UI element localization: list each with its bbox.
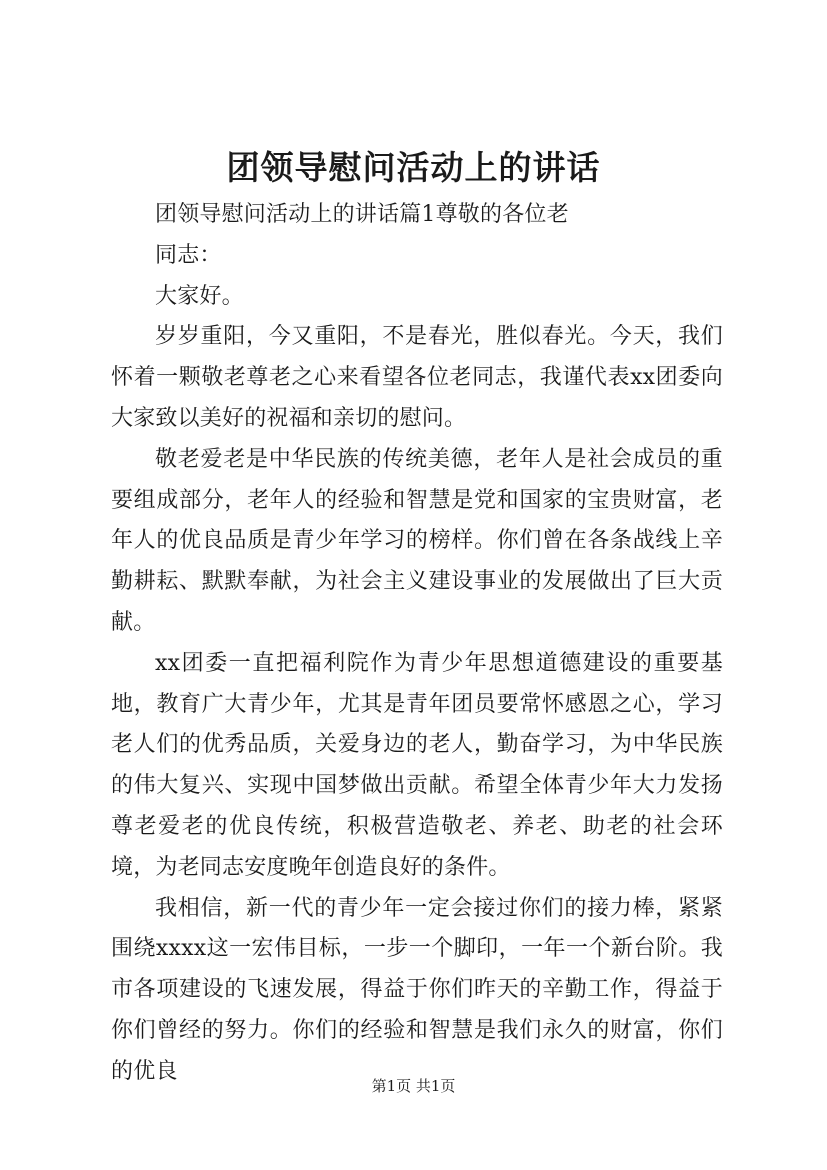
document-title: 团领导慰问活动上的讲话 xyxy=(226,148,601,187)
document-body xyxy=(111,195,723,1093)
page-number-footer: 第1页 共1页 xyxy=(371,1077,456,1095)
paragraph-body: 我相信，新一代的青少年一定会接过你们的接力棒，紧紧围绕xxxx这一宏伟目标，一步一个脚印，一年一个新台阶。我市各项建设的飞速发展，得益于你们昨天的辛勤工作，得益于你们曾经的努力。你们的经验和智慧是我们永久的财富，你们的优良 xyxy=(111,895,723,1084)
paragraph-body: 敬老爱老是中华民族的传统美德，老年人是社会成员的重要组成部分，老年人的经验和智慧是党和国家的宝贵财富，老年人的优良品质是青少年学习的榜样。你们曾在各条战线上辛勤耕耘、默默奉献，为社会主义建设事业的发展做出了巨大贡献。 xyxy=(111,446,723,635)
paragraph-heading-line: 团领导慰问活动上的讲话篇1尊敬的各位老 xyxy=(155,202,569,227)
paragraph-body: 岁岁重阳，今又重阳，不是春光，胜似春光。今天，我们怀着一颗敬老尊老之心来看望各位老同志，我谨代表xx团委向大家致以美好的祝福和亲切的慰问。 xyxy=(111,324,723,431)
paragraph-body: xx团委一直把福利院作为青少年思想道德建设的重要基地，教育广大青少年，尤其是青年团员要常怀感恩之心，学习老人们的优秀品质，关爱身边的老人，勤奋学习，为中华民族的伟大复兴、实现中国梦做出贡献。希望全体青少年大力发扬尊老爱老的优良传统，积极营造敬老、养老、助老的社会环境，为老同志安度晚年创造良好的条件。 xyxy=(111,650,723,880)
paragraph-greeting: 大家好。 xyxy=(155,283,244,309)
paragraph-salutation: 同志： xyxy=(155,242,222,268)
